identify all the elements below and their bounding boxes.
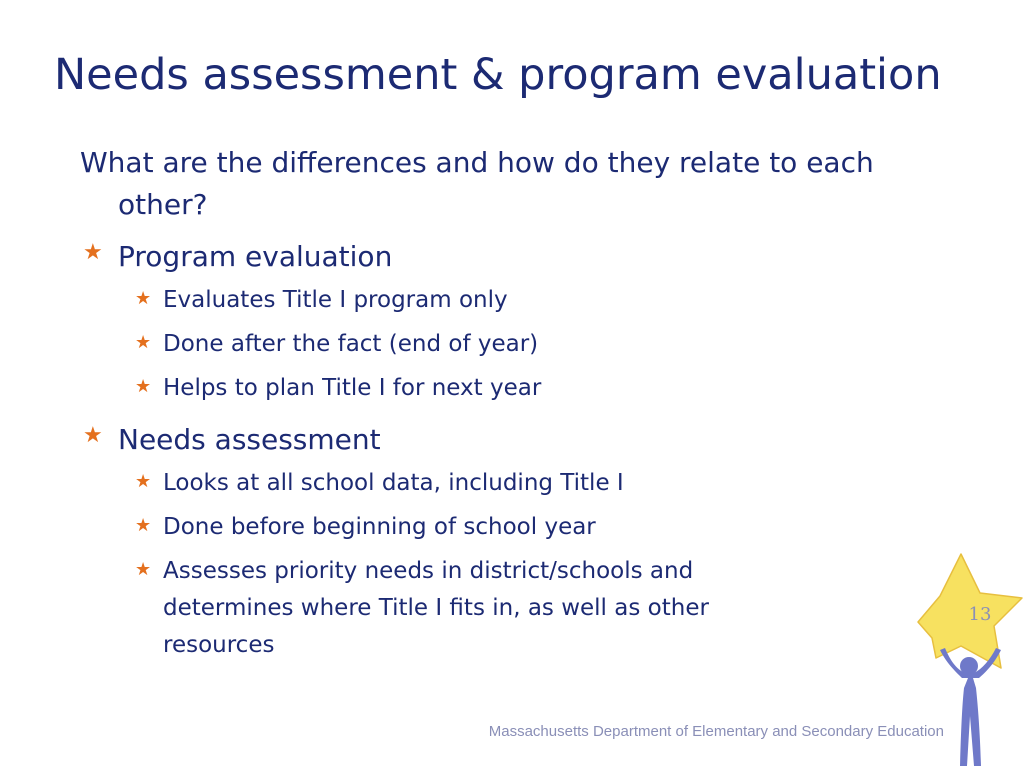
intro-question: What are the differences and how do they relate to each other? [80, 146, 874, 221]
sub-bullet-list [118, 465, 940, 664]
star-icon: ★ [135, 332, 152, 353]
slide-title: Needs assessment & program evaluation [54, 50, 942, 100]
mascot-figure-icon [940, 648, 1001, 766]
sub-bullet [118, 326, 940, 363]
sub-bullet [118, 553, 940, 664]
star-icon: ★ [135, 288, 152, 309]
bullet-needs-assessment [80, 415, 940, 664]
star-icon: ★ [135, 515, 152, 536]
star-icon: ★ [135, 471, 152, 492]
sub-bullet-list [118, 282, 940, 407]
star-icon: ★ [83, 423, 103, 448]
footer-organization: Massachusetts Department of Elementary and Secondary Education [488, 723, 944, 740]
sub-bullet-text: Looks at all school data, including Title I [163, 470, 624, 496]
sub-bullet [118, 465, 940, 502]
star-person-icon [916, 552, 1024, 768]
slide-body [80, 142, 940, 672]
star-icon: ★ [135, 376, 152, 397]
bullet-program-evaluation [80, 232, 940, 407]
sub-bullet [118, 370, 940, 407]
bullet-label: Needs assessment [118, 423, 381, 456]
sub-bullet-text: Evaluates Title I program only [163, 287, 508, 313]
page-number: 13 [968, 604, 992, 625]
sub-bullet-text: Helps to plan Title I for next year [163, 375, 542, 401]
sub-bullet-text: Done before beginning of school year [163, 514, 596, 540]
bullet-list [80, 232, 940, 664]
star-icon: ★ [135, 559, 152, 580]
star-icon: ★ [83, 240, 103, 265]
bullet-label: Program evaluation [118, 240, 393, 273]
sub-bullet-text: Assesses priority needs in district/schools and determines where Title I fits in, as well as other resources [163, 558, 709, 658]
sub-bullet [118, 509, 940, 546]
sub-bullet [118, 282, 940, 319]
sub-bullet-text: Done after the fact (end of year) [163, 331, 539, 357]
